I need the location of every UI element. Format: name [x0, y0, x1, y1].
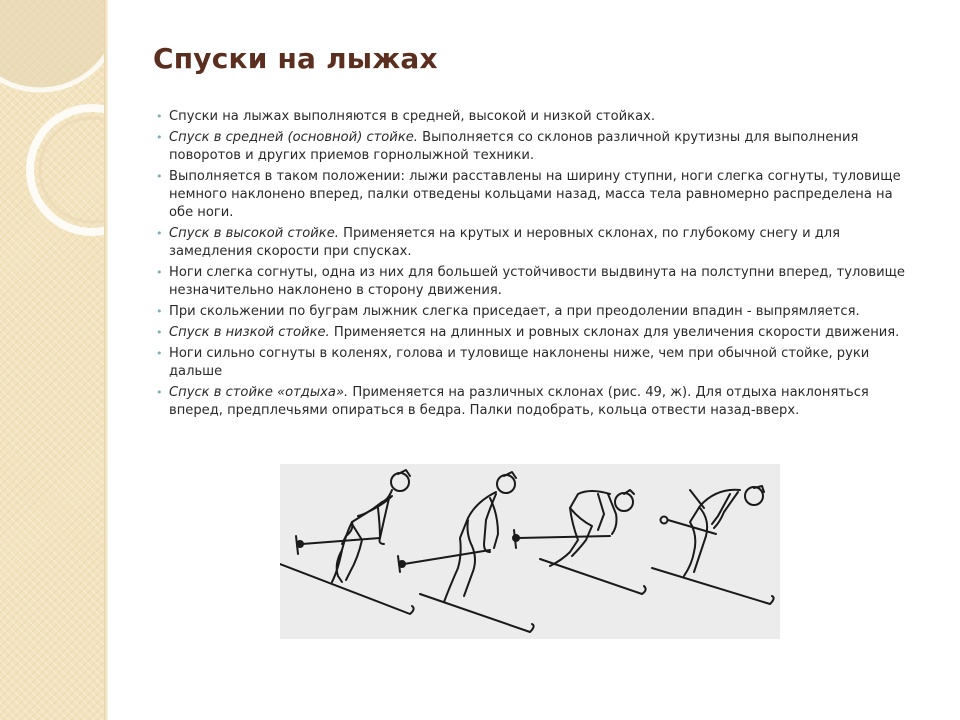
bullet-text: Спуски на лыжах выполняются в средней, высокой и низкой стойках.: [169, 109, 656, 124]
decorative-circles: [0, 0, 106, 720]
skier-figure-low-stance: [513, 490, 646, 594]
bullet-text: Применяется на различных склонах (рис. 49, ж). Для отдыха наклоняться вперед, предплечьями опираться в бедра. Палки подобрать, кольца отвести назад-вверх.: [169, 385, 869, 418]
bullet-item: [156, 264, 916, 300]
bullet-item: [156, 225, 916, 261]
bullet-text: Выполняется со склонов различной крутизны для выполнения поворотов и других приемов горнолыжной техники.: [169, 130, 859, 163]
bullet-icon: •: [156, 305, 163, 318]
bullet-text: Ноги сильно согнуты в коленях, голова и туловище наклонены ниже, чем при обычной стойке, руки дальше: [169, 346, 870, 379]
bullet-item: [156, 168, 916, 222]
skier-figure-middle-stance: [280, 470, 414, 614]
bullet-emphasis: Спуск в стойке «отдыха».: [169, 385, 349, 400]
skier-figure-rest-stance: [652, 486, 774, 604]
bullet-icon: •: [156, 170, 163, 183]
bullet-icon: •: [156, 110, 163, 123]
skier-stances-drawing: [280, 464, 780, 639]
bullet-icon: •: [156, 266, 163, 279]
bullet-icon: •: [156, 227, 163, 240]
bullet-text: Применяется на длинных и ровных склонах для увеличения скорости движения.: [329, 325, 900, 340]
bullet-item: [156, 129, 916, 165]
bullet-text: Ноги слегка согнуты, одна из них для большей устойчивости выдвинута на полступни вперед, туловище незначительно наклонено в сторону движения.: [169, 265, 905, 298]
bullet-item: [156, 384, 916, 420]
decorative-side-panel: [0, 0, 106, 720]
skier-figure-high-stance: [398, 472, 534, 632]
bullet-emphasis: Спуск в низкой стойке.: [169, 325, 330, 340]
bullet-icon: •: [156, 347, 163, 360]
bullet-text: При скольжении по буграм лыжник слегка приседает, а при преодолении впадин - выпрямляется.: [169, 304, 860, 319]
bullet-text: Применяется на крутых и неровных склонах, по глубокому снегу и для замедления скорости при спусках.: [169, 226, 841, 259]
bullet-icon: •: [156, 131, 163, 144]
bullet-text: Выполняется в таком положении: лыжи расставлены на ширину ступни, ноги слегка согнуты, туловище немного наклонено вперед, палки отведены кольцами назад, масса тела равномерно распределена на обе ноги.: [169, 169, 901, 220]
bullet-icon: •: [156, 386, 163, 399]
slide-title: Спуски на лыжах: [153, 42, 438, 75]
bullet-emphasis: Спуск в высокой стойке.: [169, 226, 339, 241]
bullet-item: [156, 108, 916, 126]
bullet-emphasis: Спуск в средней (основной) стойке.: [169, 130, 418, 145]
bullet-list: [156, 108, 916, 423]
side-panel-edge: [104, 0, 108, 720]
bullet-item: [156, 324, 916, 342]
bullet-item: [156, 345, 916, 381]
bullet-icon: •: [156, 326, 163, 339]
skier-illustration: [280, 464, 780, 639]
bullet-item: [156, 303, 916, 321]
